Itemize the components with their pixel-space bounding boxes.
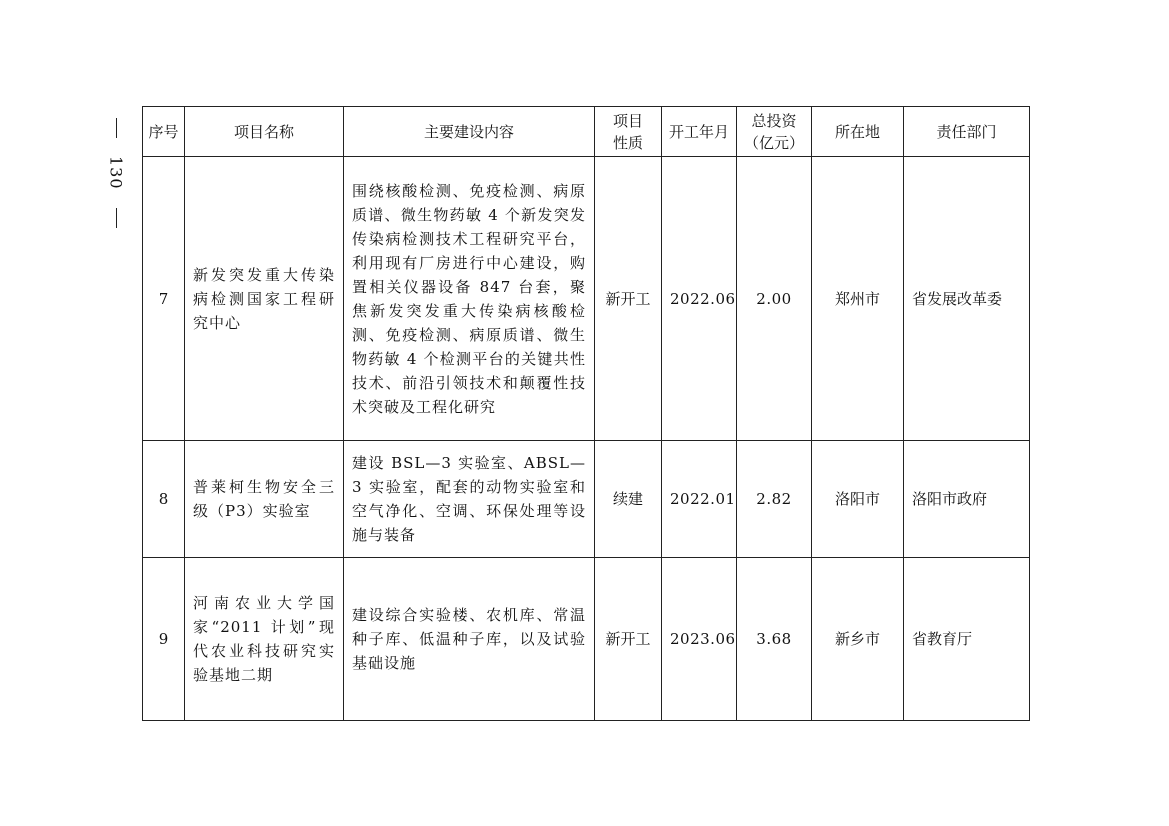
cell-type: 新开工 bbox=[595, 558, 662, 721]
cell-name: 河南农业大学国家“2011 计划”现代农业科技研究实验基地二期 bbox=[185, 558, 344, 721]
cell-start: 2022.01 bbox=[662, 441, 737, 558]
header-type: 项目 性质 bbox=[595, 107, 662, 157]
cell-name: 新发突发重大传染病检测国家工程研究中心 bbox=[185, 157, 344, 441]
table-row bbox=[143, 558, 1030, 721]
cell-type: 新开工 bbox=[595, 157, 662, 441]
cell-location: 郑州市 bbox=[812, 157, 904, 441]
cell-type: 续建 bbox=[595, 441, 662, 558]
table-row bbox=[143, 157, 1030, 441]
table-header-row bbox=[143, 107, 1030, 157]
header-content: 主要建设内容 bbox=[344, 107, 595, 157]
header-investment: 总投资 （亿元） bbox=[737, 107, 812, 157]
header-name: 项目名称 bbox=[185, 107, 344, 157]
cell-investment: 2.00 bbox=[737, 157, 812, 441]
header-start: 开工年月 bbox=[662, 107, 737, 157]
project-table bbox=[142, 106, 1030, 721]
cell-investment: 2.82 bbox=[737, 441, 812, 558]
cell-content: 建设 BSL—3 实验室、ABSL—3 实验室，配套的动物实验室和空气净化、空调、环保处理等设施与装备 bbox=[344, 441, 595, 558]
header-department: 责任部门 bbox=[904, 107, 1030, 157]
page-number-dash-top bbox=[116, 118, 117, 138]
cell-location: 洛阳市 bbox=[812, 441, 904, 558]
cell-name: 普莱柯生物安全三级（P3）实验室 bbox=[185, 441, 344, 558]
table-row bbox=[143, 441, 1030, 558]
cell-department: 省发展改革委 bbox=[904, 157, 1030, 441]
cell-content: 围绕核酸检测、免疫检测、病原质谱、微生物药敏 4 个新发突发传染病检测技术工程研究平台，利用现有厂房进行中心建设，购置相关仪器设备 847 台套，聚焦新发突发重大传染病核酸检测、免疫检测、病原质谱、微生物药敏 4 个检测平台的关键共性技术、前沿引领技术和颠覆性技术突破及工程化研究 bbox=[344, 157, 595, 441]
page-number bbox=[101, 118, 131, 228]
header-location: 所在地 bbox=[812, 107, 904, 157]
cell-department: 洛阳市政府 bbox=[904, 441, 1030, 558]
cell-content: 建设综合实验楼、农机库、常温种子库、低温种子库，以及试验基础设施 bbox=[344, 558, 595, 721]
cell-no: 8 bbox=[143, 441, 185, 558]
cell-no: 9 bbox=[143, 558, 185, 721]
cell-department: 省教育厅 bbox=[904, 558, 1030, 721]
cell-investment: 3.68 bbox=[737, 558, 812, 721]
cell-no: 7 bbox=[143, 157, 185, 441]
cell-start: 2023.06 bbox=[662, 558, 737, 721]
page-number-dash-bottom bbox=[116, 208, 117, 228]
cell-location: 新乡市 bbox=[812, 558, 904, 721]
header-no: 序号 bbox=[143, 107, 185, 157]
cell-start: 2022.06 bbox=[662, 157, 737, 441]
page-number-text: 130 bbox=[106, 156, 126, 190]
